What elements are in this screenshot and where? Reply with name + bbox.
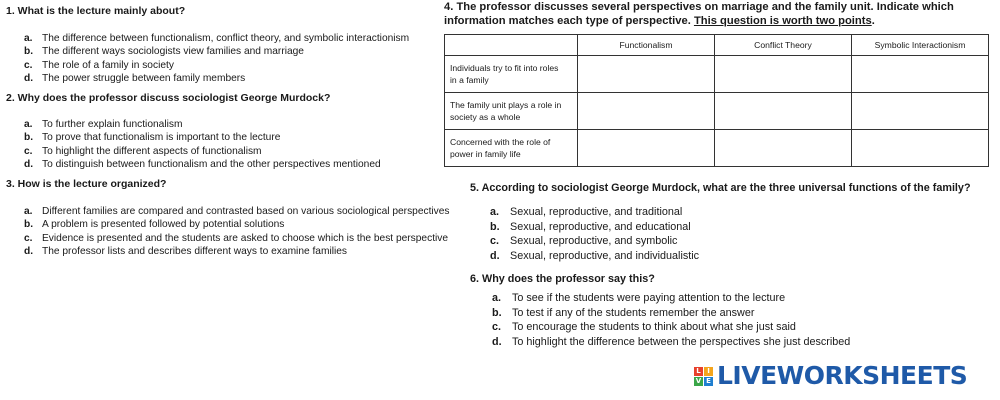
question-3 bbox=[6, 178, 450, 259]
question-4-title-line-1: 4. The professor discusses several perspectives on marriage and the family unit. Indicate which bbox=[444, 1, 954, 13]
option[interactable]: a. Sexual, reproductive, and traditional bbox=[490, 206, 683, 218]
table-row bbox=[445, 93, 989, 130]
row-label: Concerned with the role of power in family life bbox=[445, 130, 578, 167]
points-note: This question is worth two points bbox=[693, 15, 872, 27]
question-2-title: 2. Why does the professor discuss sociologist George Murdock? bbox=[6, 92, 331, 104]
question-4 bbox=[444, 0, 954, 28]
row-label: Individuals try to fit into roles in a family bbox=[445, 56, 578, 93]
option[interactable]: b. The different ways sociologists view families and marriage bbox=[24, 46, 304, 58]
option[interactable]: d. Sexual, reproductive, and individualistic bbox=[490, 249, 700, 262]
question-6-options bbox=[492, 291, 850, 349]
answer-cell[interactable] bbox=[578, 130, 715, 167]
column-header: Conflict Theory bbox=[715, 35, 852, 56]
option[interactable]: c. Sexual, reproductive, and symbolic bbox=[490, 235, 678, 248]
question-1-options bbox=[24, 32, 409, 86]
answer-cell[interactable] bbox=[852, 130, 989, 167]
liveworksheets-mark-icon: L I V E bbox=[694, 367, 713, 386]
option[interactable]: a. To see if the students were paying attention to the lecture bbox=[492, 292, 786, 304]
table-row bbox=[445, 130, 989, 167]
question-2 bbox=[6, 92, 381, 172]
question-2-options bbox=[24, 118, 381, 172]
question-6 bbox=[470, 273, 850, 349]
option[interactable]: d. The professor lists and describes different ways to examine families bbox=[24, 246, 348, 258]
option[interactable]: b. A problem is presented followed by potential solutions bbox=[24, 219, 285, 231]
answer-cell[interactable] bbox=[852, 56, 989, 93]
perspective-matching-table bbox=[444, 34, 989, 167]
option[interactable]: c. To highlight the different aspects of functionalism bbox=[24, 145, 262, 157]
option[interactable]: c. Evidence is presented and the students are asked to choose which is the best perspective bbox=[24, 232, 449, 244]
option[interactable]: a. To further explain functionalism bbox=[24, 119, 183, 130]
option[interactable]: d. The power struggle between family members bbox=[24, 73, 246, 85]
option[interactable]: d. To distinguish between functionalism and the other perspectives mentioned bbox=[24, 159, 381, 171]
question-3-options bbox=[24, 205, 450, 259]
option[interactable]: b. To prove that functionalism is important to the lecture bbox=[24, 132, 281, 144]
answer-cell[interactable] bbox=[715, 130, 852, 167]
liveworksheets-logo[interactable] bbox=[694, 363, 967, 389]
table-header-row bbox=[445, 35, 989, 56]
option[interactable]: d. To highlight the difference between the perspectives she just described bbox=[492, 335, 851, 348]
answer-cell[interactable] bbox=[852, 93, 989, 130]
option[interactable]: b. Sexual, reproductive, and educational bbox=[490, 220, 691, 233]
row-label: The family unit plays a role in society as a whole bbox=[445, 93, 578, 130]
question-3-title: 3. How is the lecture organized? bbox=[6, 178, 167, 190]
question-4-title-line-2: information matches each type of perspective. This question is worth two points. bbox=[444, 15, 875, 27]
answer-cell[interactable] bbox=[715, 93, 852, 130]
option[interactable]: a. The difference between functionalism, conflict theory, and symbolic interactionism bbox=[24, 33, 410, 44]
table-row bbox=[445, 56, 989, 93]
column-header: Functionalism bbox=[578, 35, 715, 56]
answer-cell[interactable] bbox=[578, 93, 715, 130]
logo-text: LIVEWORKSHEETS bbox=[717, 361, 968, 390]
question-5-options bbox=[490, 205, 971, 263]
answer-cell[interactable] bbox=[715, 56, 852, 93]
option[interactable]: a. Different families are compared and contrasted based on various sociological perspectives bbox=[24, 206, 450, 217]
question-1 bbox=[6, 5, 409, 86]
table-corner-cell bbox=[445, 35, 578, 56]
question-5 bbox=[470, 182, 971, 263]
question-6-title: 6. Why does the professor say this? bbox=[470, 273, 655, 285]
question-5-title: 5. According to sociologist George Murdock, what are the three universal functions of the family? bbox=[470, 182, 971, 194]
column-header: Symbolic Interactionism bbox=[852, 35, 989, 56]
question-1-title: 1. What is the lecture mainly about? bbox=[6, 5, 186, 17]
option[interactable]: c. To encourage the students to think about what she just said bbox=[492, 321, 796, 334]
option[interactable]: c. The role of a family in society bbox=[24, 59, 174, 71]
answer-cell[interactable] bbox=[578, 56, 715, 93]
option[interactable]: b. To test if any of the students remember the answer bbox=[492, 306, 755, 319]
